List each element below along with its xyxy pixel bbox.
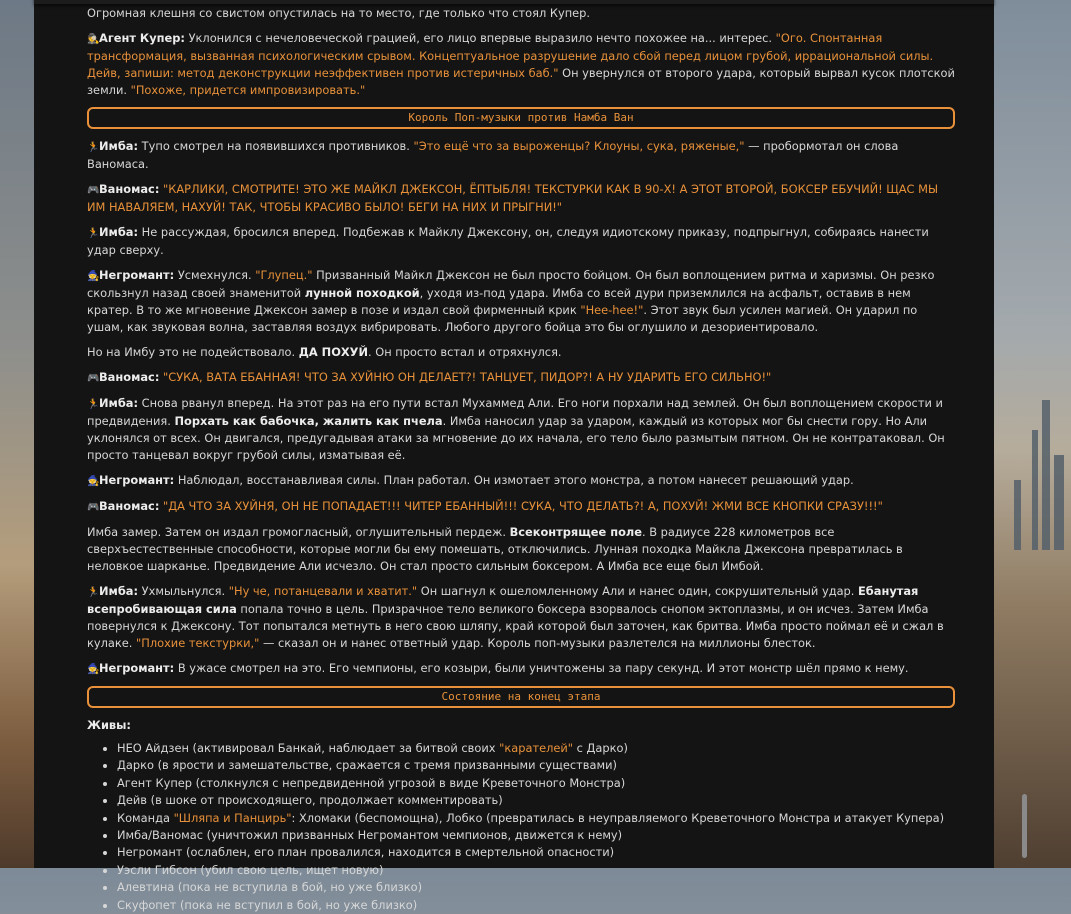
runner-icon: 🏃 (87, 142, 100, 153)
bold-text: Негромант: (99, 661, 175, 675)
message-paragraph (87, 181, 955, 216)
detective-icon: 🕵 (87, 34, 100, 45)
list-item (117, 775, 955, 792)
necromancer-icon: 🧙 (87, 664, 100, 675)
quote-text: "СУКА, ВАТА ЕБАННАЯ! ЧТО ЗА ХУЙНЮ ОН ДЕЛАЕТ?! ТАНЦУЕТ, ПИДОР?! А НУ УДАРИТЬ ЕГО СИЛЬНО!" (163, 370, 772, 384)
text-span: Имба замер. Затем он издал громогласный, оглушительный пердеж. (87, 525, 510, 539)
text-span: Негромант (ослаблен, его план провалился, находится в смертельной опасности) (117, 845, 615, 860)
quote-text: "Похоже, придется импровизировать." (130, 83, 366, 97)
text-span: Уклонился с нечеловеческой грацией, его лицо впервые выразило нечто похожее на... интерес. (184, 31, 776, 45)
quote-text: "Hee-hee!" (580, 303, 644, 317)
list-item (117, 757, 955, 774)
message-paragraph (87, 344, 955, 361)
bold-text: лунной походкой (304, 286, 420, 300)
bold-text: Ваномас: (99, 370, 160, 384)
bold-text: Ваномас: (99, 182, 160, 196)
message-paragraph (87, 267, 955, 336)
text-span: . В радиусе 228 километров все сверхъестественные способности, которые могли бы ему помешать, отключились. Лунная походка Майкла Джексона превратилась в неловкое шарканье. Предвидение Али исчезло. Он стал просто сильным боксером. А Имба все еще был Имбой. (87, 525, 903, 573)
text-span: Он увернулся от второго удара, который вырвал кусок плотской земли. (87, 66, 955, 97)
bold-text: Имба: (99, 139, 139, 153)
text-span: Тупо смотрел на появившихся противников. (138, 139, 414, 153)
text-span: попала точно в цель. Призрачное тело великого боксера взорвалось снопом эктоплазмы, и он исчез. Затем Имба повернулся к Джексону. Тот попытался метнуть в него свою шляпу, край которой был заточен, как бритва. Имба просто поймал её и сжал в кулаке. (87, 602, 944, 650)
quote-text: "Шляпа и Панцирь" (173, 810, 292, 825)
message-paragraph (87, 472, 955, 490)
message-paragraph (87, 660, 955, 678)
text-span: Дейв (в шоке от происходящего, продолжает комментировать) (117, 793, 503, 808)
bold-text: Имба: (99, 396, 139, 410)
text-span: — пробормотал он слова Ваномаса. (87, 139, 899, 171)
text-span: . Он просто встал и отряхнулся. (367, 345, 562, 359)
text-span: Снова рванул вперед. На этот раз на его пути встал Мухаммед Али. Его ноги порхали над землей. Он был воплощением скорости и предвидения. (87, 396, 943, 428)
text-span: — сказал он и нанес ответный удар. Король поп-музыки разлетелся на миллионы блесток. (259, 636, 816, 650)
text-span: . Имба наносил удар за ударом, каждый из которых мог бы снести гору. Но Али уклонялся от всех. Он двигался, предугадывая атаки за мгновение до их начала, его тело было размытым пятном. Он не контратаковал. Он просто танцевал вокруг грубой силы, изматывая её. (87, 414, 945, 462)
bold-text: ДА ПОХУЙ (298, 345, 368, 359)
message-paragraph (87, 395, 955, 464)
text-span: Скуфопет (пока не вступил в бой, но уже близко) (117, 897, 418, 912)
quote-text: "ДА ЧТО ЗА ХУЙНЯ, ОН НЕ ПОПАДАЕТ!!! ЧИТЕР ЕБАННЫЙ!!! СУКА, ЧТО ДЕЛАТЬ?! А, ПОХУЙ! ЖМИ ВСЕ КНОПКИ СРАЗУ!!!" (163, 499, 883, 513)
text-span: Усмехнулся. (174, 268, 256, 282)
message-paragraph (87, 583, 955, 652)
text-span: Он шагнул к ошеломленному Али и нанес один, сокрушительный удар. (417, 584, 859, 598)
message-paragraph (87, 369, 955, 387)
top-toolbar (34, 0, 994, 4)
bold-text: Ваномас: (99, 499, 160, 513)
necromancer-icon: 🧙 (87, 271, 100, 282)
list-item (117, 897, 955, 914)
scrollbar-thumb[interactable] (1022, 794, 1027, 858)
quote-text: "КАРЛИКИ, СМОТРИТЕ! ЭТО ЖЕ МАЙКЛ ДЖЕКСОН, ЁПТЫБЛЯ! ТЕКСТУРКИ КАК В 90-Х! А ЭТОТ ВТОРОЙ, БОКСЕР ЕБУЧИЙ! ЩАС МЫ ИМ НАВАЛЯЕМ, НАХУЙ! ТАК, ЧТОБЫ КРАСИВО БЫЛО! БЕГИ НА НИХ И ПРЫГНИ!" (87, 182, 938, 214)
message-paragraph (87, 30, 955, 99)
quote-text: "Ого. Спонтанная трансформация, вызванная психологическим срывом. Концептуальное разрушение дало сбой перед лицом грубой, иррациональной силы. Дейв, запиши: метод деконструкции неэффективен против истеричных баб." (87, 31, 934, 80)
runner-icon: 🏃 (87, 228, 100, 239)
message-paragraph (87, 5, 955, 22)
text-span: с Дарко) (573, 741, 628, 755)
message-paragraph (87, 138, 955, 173)
text-span: : Хломаки (беспомощна), Лобко (превратилась в неуправляемого Креветочного Монстра и атакует Купера) (291, 810, 945, 825)
bold-text: Всеконтрящее поле (509, 525, 642, 539)
section-header: Король Поп-музыки против Намба Ван (87, 107, 955, 129)
text-span: Ухмыльнулся. (138, 584, 229, 598)
message-paragraph (87, 498, 955, 516)
text-span: Команда (117, 810, 174, 825)
text-span: НЕО Айдзен (активировал Банкай, наблюдает за битвой своих (117, 741, 500, 755)
text-span: Наблюдал, восстанавливая силы. План работал. Он измотает этого монстра, а потом нанесет решающий удар. (174, 473, 854, 487)
quote-text: "Плохие текстурки," (136, 636, 260, 650)
message-paragraph (87, 524, 955, 575)
message-content (87, 5, 955, 914)
quote-text: "Глупец." (255, 268, 313, 282)
bold-text: Ебанутая всепробивающая сила (87, 584, 919, 616)
runner-icon: 🏃 (87, 399, 100, 410)
background-right (994, 0, 1071, 868)
gamepad-icon: 🎮 (87, 373, 100, 384)
background-left (0, 0, 34, 868)
text-span: В ужасе смотрел на это. Его чемпионы, его козыри, были уничтожены за пару секунд. И этот монстр шёл прямо к нему. (174, 661, 909, 675)
necromancer-icon: 🧙 (87, 476, 100, 487)
list-item (117, 827, 955, 844)
quote-text: "Это ещё что за выроженцы? Клоуны, сука, ряженые," (413, 139, 745, 153)
alive-list (87, 740, 955, 914)
list-item (117, 792, 955, 809)
text-span: , уходя из-под удара. Имба со всей дури приземлился на асфальт, оставив в нем кратер. В то же мгновение Джексон замер в позе и издал свой фирменный крик (87, 286, 911, 317)
list-item (117, 879, 955, 896)
text-span: Алевтина (пока не вступила в бой, но уже близко) (117, 880, 423, 895)
bold-text: Негромант: (99, 268, 175, 282)
quote-text: "карателей" (499, 741, 574, 755)
list-item (117, 740, 955, 757)
chat-panel (34, 0, 994, 912)
bold-text: Имба: (99, 225, 139, 239)
text-span: . Этот звук был усилен магией. Он ударил по ушам, как звуковая волна, заставляя воздух вибрировать. Любого другого бойца это бы оглушило и дезориентировало. (87, 303, 918, 334)
bold-text: Имба: (99, 584, 139, 598)
list-item (117, 844, 955, 861)
message-paragraph (87, 224, 955, 259)
text-span: Уэсли Гибсон (убил свою цель, ищет новую) (117, 862, 384, 877)
alive-label: Живы: (87, 718, 131, 732)
list-item (117, 810, 955, 827)
text-span: Дарко (в ярости и замешательстве, сражается с тремя призванными существами) (117, 758, 617, 773)
text-span: Огромная клешня со свистом опустилась на то место, где только что стоял Купер. (87, 6, 591, 20)
list-item (117, 862, 955, 879)
text-span: Агент Купер (столкнулся с непредвиденной угрозой в виде Креветочного Монстра) (117, 775, 626, 790)
text-span: Призванный Майкл Джексон не был просто бойцом. Он был воплощением ритма и харизмы. Он резко скользнул назад своей знаменитой (87, 268, 935, 300)
text-span: Но на Имбу это не подействовало. (87, 345, 299, 359)
bold-text: Негромант: (99, 473, 175, 487)
bold-text: Порхать как бабочка, жалить как пчела (174, 414, 443, 428)
text-span: Имба/Ваномас (уничтожил призванных Негромантом чемпионов, движется к нему) (117, 828, 623, 843)
section-header: Состояние на конец этапа (87, 686, 955, 708)
quote-text: "Ну че, потанцевали и хватит." (228, 584, 418, 598)
gamepad-icon: 🎮 (87, 185, 100, 196)
gamepad-icon: 🎮 (87, 502, 100, 513)
bold-text: Агент Купер: (99, 31, 185, 45)
runner-icon: 🏃 (87, 587, 100, 598)
text-span: Не рассуждая, бросился вперед. Подбежав к Майклу Джексону, он, следуя идиотскому приказу, подпрыгнул, собираясь нанести удар сверху. (87, 225, 929, 257)
